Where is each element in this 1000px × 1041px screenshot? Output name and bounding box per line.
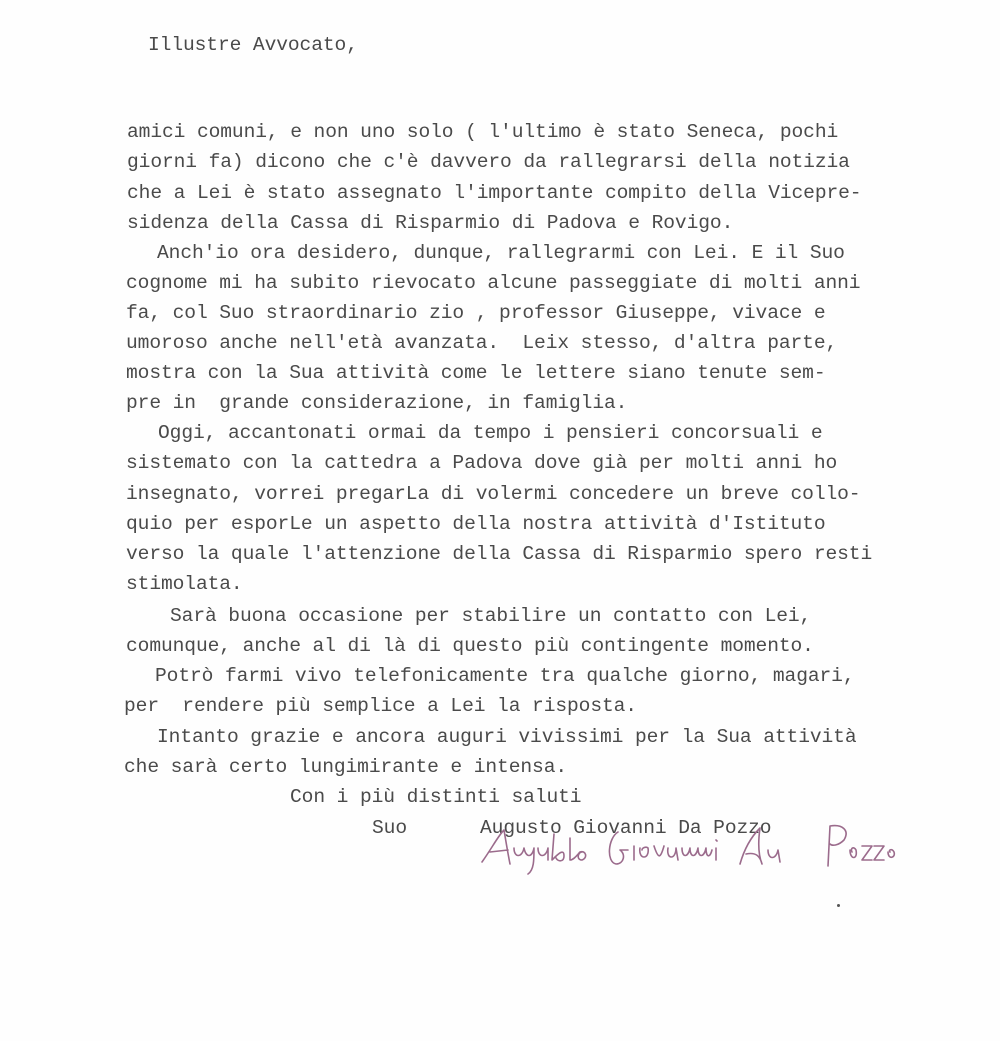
ink-dot [837, 904, 840, 907]
body-line: amici comuni, e non uno solo ( l'ultimo è stato Seneca, pochi [127, 121, 839, 143]
body-line: giorni fa) dicono che c'è davvero da rallegrarsi della notizia [127, 151, 850, 173]
body-line: cognome mi ha subito rievocato alcune passeggiate di molti anni [126, 272, 861, 294]
body-line: che a Lei è stato assegnato l'importante compito della Vicepre- [127, 182, 862, 204]
closing: Con i più distinti saluti [290, 786, 582, 808]
suo: Suo [372, 817, 407, 839]
body-line: Intanto grazie e ancora auguri vivissimi per la Sua attività [157, 726, 857, 748]
typed-name: Augusto Giovanni Da Pozzo [480, 817, 772, 839]
handwritten-signature [478, 818, 898, 878]
body-line: pre in grande considerazione, in famiglia. [126, 392, 628, 414]
body-line: sistemato con la cattedra a Padova dove già per molti anni ho [126, 452, 838, 474]
body-line: quio per esporLe un aspetto della nostra attività d'Istituto [126, 513, 826, 535]
body-line: fa, col Suo straordinario zio , professor Giuseppe, vivace e [126, 302, 826, 324]
body-line: verso la quale l'attenzione della Cassa di Risparmio spero resti [126, 543, 873, 565]
body-line: sidenza della Cassa di Risparmio di Padova e Rovigo. [127, 212, 734, 234]
body-line: umoroso anche nell'età avanzata. Leix stesso, d'altra parte, [126, 332, 838, 354]
body-line: comunque, anche al di là di questo più contingente momento. [126, 635, 814, 657]
body-line: Anch'io ora desidero, dunque, rallegrarmi con Lei. E il Suo [157, 242, 845, 264]
body-line: che sarà certo lungimirante e intensa. [124, 756, 568, 778]
body-line: Oggi, accantonati ormai da tempo i pensieri concorsuali e [158, 422, 823, 444]
body-line: per rendere più semplice a Lei la risposta. [124, 695, 637, 717]
salutation: Illustre Avvocato, [148, 34, 358, 56]
body-line: insegnato, vorrei pregarLa di volermi concedere un breve collo- [126, 483, 861, 505]
body-line: stimolata. [126, 573, 243, 595]
body-line: Sarà buona occasione per stabilire un contatto con Lei, [170, 605, 812, 627]
body-line: mostra con la Sua attività come le lettere siano tenute sem- [126, 362, 826, 384]
body-line: Potrò farmi vivo telefonicamente tra qualche giorno, magari, [155, 665, 855, 687]
